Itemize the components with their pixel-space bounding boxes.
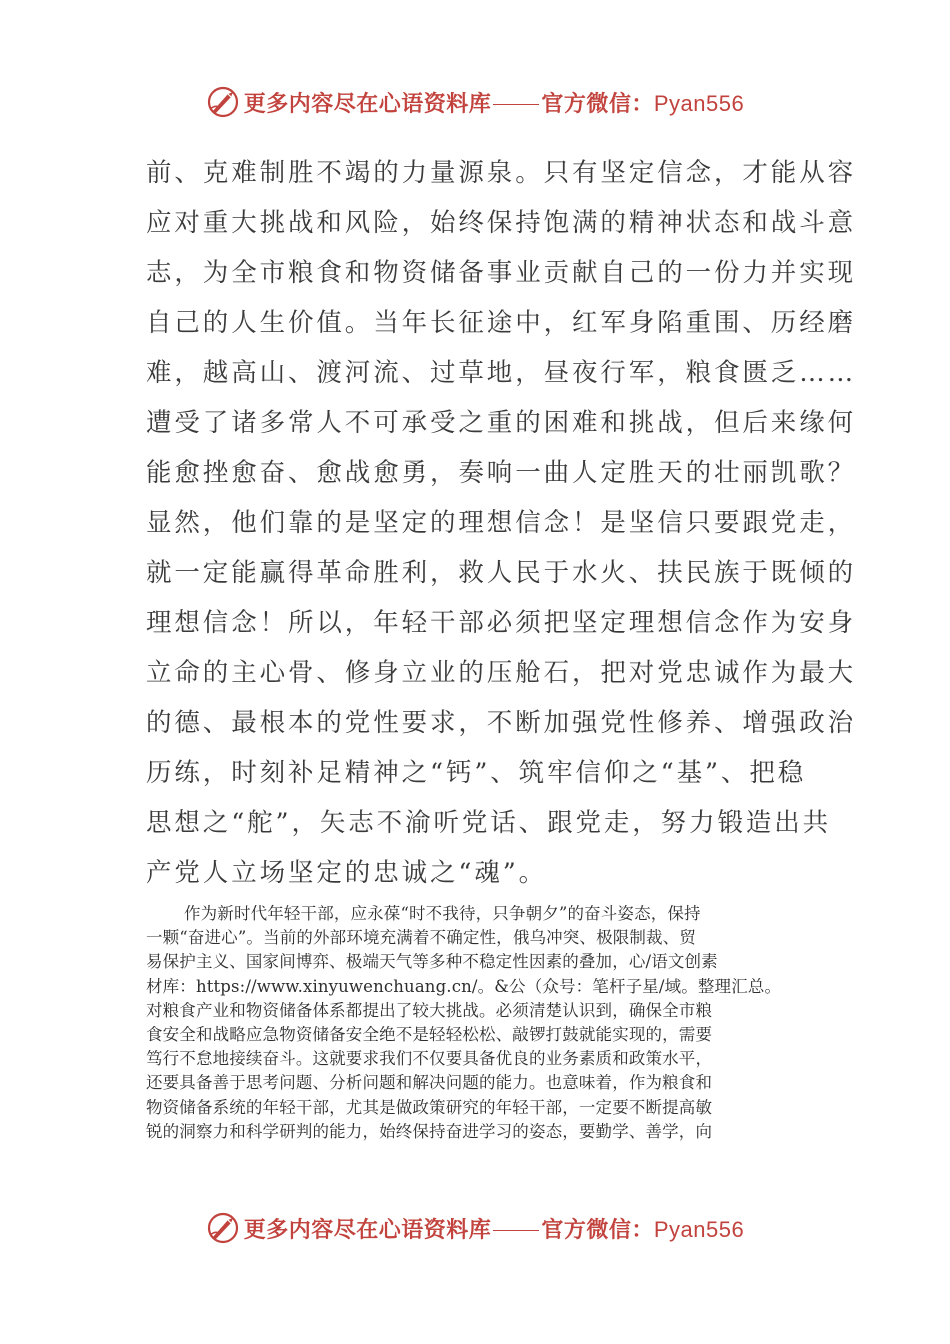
main-paragraph-line: 立命的主心骨、修身立业的压舱石，把对党忠诚作为最大: [146, 658, 857, 688]
footer-banner-dash: [493, 1230, 539, 1231]
small-paragraph-line: 作为新时代年轻干部，应永葆“时不我待，只争朝夕”的奋斗姿态，保持: [184, 904, 701, 923]
main-paragraph-line: 志，为全市粮食和物资储备事业贡献自己的一份力并实现: [146, 258, 857, 288]
main-paragraph-line: 显然，他们靠的是坚定的理想信念！是坚信只要跟党走，: [146, 508, 857, 538]
header-banner-wechat-label: 官方微信：: [541, 90, 654, 117]
footer-banner-wechat-label: 官方微信：: [541, 1216, 654, 1243]
small-paragraph-line: 易保护主义、国家间博弈、极端天气等多种不稳定性因素的叠加，心/语文创素: [146, 952, 718, 972]
header-banner-wechat-id: Pyan556: [653, 90, 745, 116]
main-paragraph-line: 的德、最根本的党性要求，不断加强党性修养、增强政治: [146, 708, 857, 738]
footer-banner: [0, 1206, 950, 1250]
footer-banner-wechat-id: Pyan556: [653, 1216, 745, 1242]
small-paragraph-line: 笃行不怠地接续奋斗。这就要求我们不仅要具备优良的业务素质和政策水平，: [146, 1049, 713, 1069]
pen-nib-logo-icon: [206, 1211, 240, 1245]
header-banner-dash: [493, 104, 539, 105]
main-paragraph-line: 遭受了诸多常人不可承受之重的困难和挑战，但后来缘何: [146, 408, 857, 438]
main-paragraph-line: 前、克难制胜不竭的力量源泉。只有坚定信念，才能从容: [146, 158, 857, 188]
main-paragraph-line: 理想信念！所以，年轻干部必须把坚定理想信念作为安身: [146, 608, 857, 638]
main-paragraph-line: 难，越高山、渡河流、过草地，昼夜行军，粮食匮乏……: [146, 358, 857, 388]
small-paragraph-line: 材库：https://www.xinyuwenchuang.cn/。&公（众号：笔杆子星/域。整理汇总。: [146, 976, 782, 996]
main-paragraph-line: 历练，时刻补足精神之“钙”、筑牢信仰之“基”、把稳: [146, 758, 807, 788]
main-paragraph-line: 能愈挫愈奋、愈战愈勇，奏响一曲人定胜天的壮丽凯歌？: [146, 458, 857, 488]
small-paragraph-line: 一颗“奋进心”。当前的外部环境充满着不确定性，俄乌冲突、极限制裁、贸: [146, 928, 696, 948]
small-paragraph: [146, 902, 810, 1144]
main-paragraph-line: 应对重大挑战和风险，始终保持饱满的精神状态和战斗意: [146, 208, 857, 238]
small-paragraph-line: 还要具备善于思考问题、分析问题和解决问题的能力。也意味着，作为粮食和: [146, 1073, 713, 1093]
small-paragraph-line: 食安全和战略应急物资储备安全绝不是轻轻松松、敲锣打鼓就能实现的，需要: [146, 1024, 713, 1044]
footer-banner-text: [244, 1213, 744, 1244]
main-paragraph-line: 就一定能赢得革命胜利，救人民于水火、扶民族于既倾的: [146, 558, 857, 588]
small-paragraph-line: 对粮食产业和物资储备体系都提出了较大挑战。必须清楚认识到，确保全市粮: [146, 1000, 713, 1020]
main-paragraph: [146, 148, 857, 898]
header-banner-title: 更多内容尽在心语资料库: [243, 90, 492, 117]
footer-banner-title: 更多内容尽在心语资料库: [243, 1216, 492, 1243]
main-paragraph-line: 自己的人生价值。当年长征途中，红军身陷重围、历经磨: [146, 308, 857, 338]
pen-nib-logo-icon: [206, 85, 240, 119]
header-banner: [0, 80, 950, 124]
small-paragraph-line: 锐的洞察力和科学研判的能力，始终保持奋进学习的姿态，要勤学、善学，向: [146, 1121, 713, 1141]
main-paragraph-line: 思想之“舵”，矢志不渝听党话、跟党走，努力锻造出共: [146, 808, 832, 838]
main-paragraph-line: 产党人立场坚定的忠诚之“魂”。: [146, 858, 548, 888]
small-paragraph-line: 物资储备系统的年轻干部，尤其是做政策研究的年轻干部，一定要不断提高敏: [146, 1097, 713, 1117]
header-banner-text: [244, 87, 744, 118]
